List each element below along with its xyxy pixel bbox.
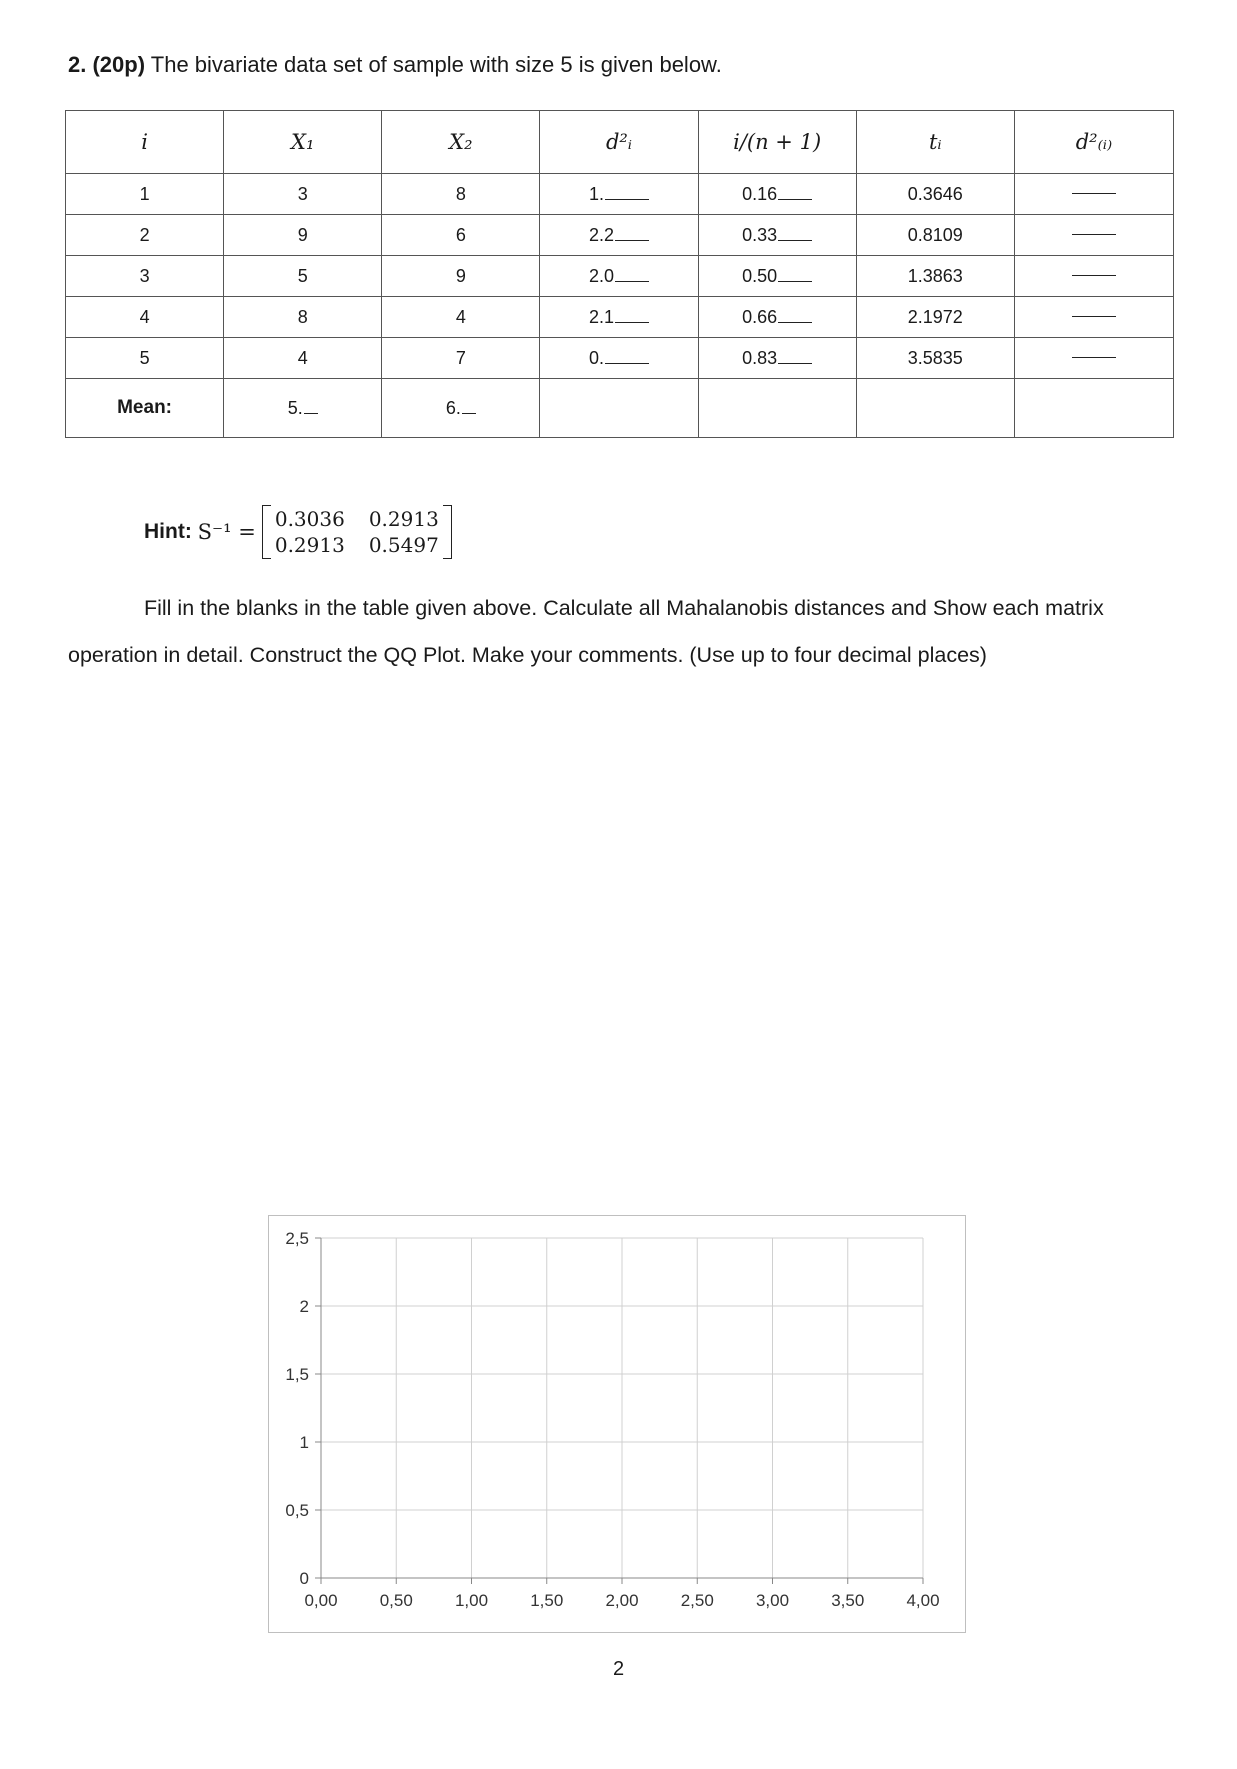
blank-field — [1072, 316, 1116, 317]
cell-t: 0.3646 — [856, 174, 1014, 215]
header-d2-sorted: d²₍ᵢ₎ — [1014, 111, 1173, 174]
question-number: 2. — [68, 52, 87, 77]
x-tick-label: 4,00 — [906, 1591, 940, 1610]
y-tick-label: 2,5 — [285, 1229, 309, 1248]
mean-label: Mean: — [66, 379, 224, 438]
header-i: i — [66, 111, 224, 174]
cell-t: 0.8109 — [856, 215, 1014, 256]
empty-cell — [698, 379, 856, 438]
qq-plot[interactable] — [269, 1216, 965, 1632]
cell-i: 4 — [66, 297, 224, 338]
y-tick-label: 1,5 — [285, 1365, 309, 1384]
instructions — [68, 585, 1178, 679]
header-t: tᵢ — [856, 111, 1014, 174]
cell-x1: 8 — [224, 297, 382, 338]
header-ratio: i/(n + 1) — [698, 111, 856, 174]
cell-x2: 8 — [382, 174, 540, 215]
cell-x2: 9 — [382, 256, 540, 297]
cell-x1: 9 — [224, 215, 382, 256]
instructions-line-1: Fill in the blanks in the table given above. Calculate all Mahalanobis distances and Show each matrix — [144, 596, 1104, 620]
y-tick-label: 0 — [299, 1569, 309, 1588]
cell-i: 5 — [66, 338, 224, 379]
x-tick-label: 3,00 — [755, 1591, 790, 1610]
x-tick-label: 2,50 — [680, 1591, 714, 1610]
cell-ratio[interactable]: 0.66 — [698, 297, 856, 338]
cell-x1: 3 — [224, 174, 382, 215]
x-tick-label: 1,50 — [530, 1591, 564, 1610]
cell-ratio[interactable]: 0.16 — [698, 174, 856, 215]
empty-cell — [856, 379, 1014, 438]
x-tick-label: 1,00 — [454, 1591, 489, 1610]
mean-x1[interactable]: 5. — [224, 379, 382, 438]
cell-d2[interactable]: 2.1 — [540, 297, 698, 338]
blank-field — [778, 321, 812, 323]
empty-cell — [1014, 379, 1173, 438]
cell-d2-sorted[interactable] — [1014, 215, 1173, 256]
cell-ratio[interactable]: 0.33 — [698, 215, 856, 256]
blank-field — [605, 362, 649, 364]
cell-d2-sorted[interactable] — [1014, 174, 1173, 215]
cell-d2[interactable]: 1. — [540, 174, 698, 215]
cell-x2: 4 — [382, 297, 540, 338]
inverse-covariance-matrix — [262, 505, 452, 559]
table-row — [66, 215, 1174, 256]
header-x1: X₁ — [224, 111, 382, 174]
page-number: 2 — [612, 1658, 625, 1680]
question-title — [68, 52, 722, 78]
cell-d2-sorted[interactable] — [1014, 297, 1173, 338]
question-points: (20p) — [92, 52, 146, 77]
mean-row — [66, 379, 1174, 438]
cell-x2: 6 — [382, 215, 540, 256]
blank-field — [615, 280, 649, 282]
blank-field — [304, 412, 318, 414]
header-row — [66, 111, 1174, 174]
cell-ratio[interactable]: 0.50 — [698, 256, 856, 297]
cell-d2-sorted[interactable] — [1014, 338, 1173, 379]
cell-x1: 4 — [224, 338, 382, 379]
matrix-cell: 0.2913 — [368, 507, 439, 531]
cell-d2[interactable]: 2.0 — [540, 256, 698, 297]
blank-field — [1072, 193, 1116, 194]
blank-field — [778, 239, 812, 241]
x-tick-label: 0,00 — [304, 1591, 338, 1610]
cell-d2-sorted[interactable] — [1014, 256, 1173, 297]
cell-ratio[interactable]: 0.83 — [698, 338, 856, 379]
x-tick-label: 0,50 — [379, 1591, 413, 1610]
matrix-cell: 0.3036 — [274, 507, 345, 531]
y-tick-label: 1 — [299, 1433, 309, 1452]
matrix-cell: 0.2913 — [274, 533, 345, 557]
cell-d2[interactable]: 2.2 — [540, 215, 698, 256]
blank-field — [615, 321, 649, 323]
table-row — [66, 174, 1174, 215]
instructions-line-2: operation in detail. Construct the QQ Plot. Make your comments. (Use up to four decimal places) — [68, 643, 987, 667]
cell-t: 3.5835 — [856, 338, 1014, 379]
blank-field — [1072, 357, 1116, 358]
hint-lhs: S⁻¹ = — [197, 520, 256, 544]
cell-d2[interactable]: 0. — [540, 338, 698, 379]
cell-x1: 5 — [224, 256, 382, 297]
data-table — [65, 110, 1174, 438]
question-text: The bivariate data set of sample with size 5 is given below. — [150, 52, 722, 77]
blank-field — [778, 362, 812, 364]
table-row — [66, 338, 1174, 379]
matrix-bracket-right — [443, 505, 452, 559]
cell-x2: 7 — [382, 338, 540, 379]
mean-x2[interactable]: 6. — [382, 379, 540, 438]
header-x2: X₂ — [382, 111, 540, 174]
x-tick-label: 3,50 — [831, 1591, 865, 1610]
cell-i: 1 — [66, 174, 224, 215]
cell-t: 1.3863 — [856, 256, 1014, 297]
blank-field — [1072, 275, 1116, 276]
blank-field — [778, 198, 812, 200]
blank-field — [462, 412, 476, 414]
matrix-bracket-left — [262, 505, 271, 559]
hint-label: Hint: — [144, 520, 192, 543]
y-tick-label: 2 — [299, 1297, 309, 1316]
cell-i: 2 — [66, 215, 224, 256]
table-row — [66, 297, 1174, 338]
blank-field — [1072, 234, 1116, 235]
blank-field — [615, 239, 649, 241]
matrix-cell: 0.5497 — [368, 533, 439, 557]
y-tick-label: 0,5 — [285, 1501, 309, 1520]
cell-i: 3 — [66, 256, 224, 297]
cell-t: 2.1972 — [856, 297, 1014, 338]
blank-field — [778, 280, 812, 282]
x-tick-label: 2,00 — [605, 1591, 639, 1610]
blank-field — [605, 198, 649, 200]
empty-cell — [540, 379, 698, 438]
qq-plot-frame — [268, 1215, 966, 1633]
table-row — [66, 256, 1174, 297]
hint — [144, 505, 452, 559]
header-d2: d²ᵢ — [540, 111, 698, 174]
